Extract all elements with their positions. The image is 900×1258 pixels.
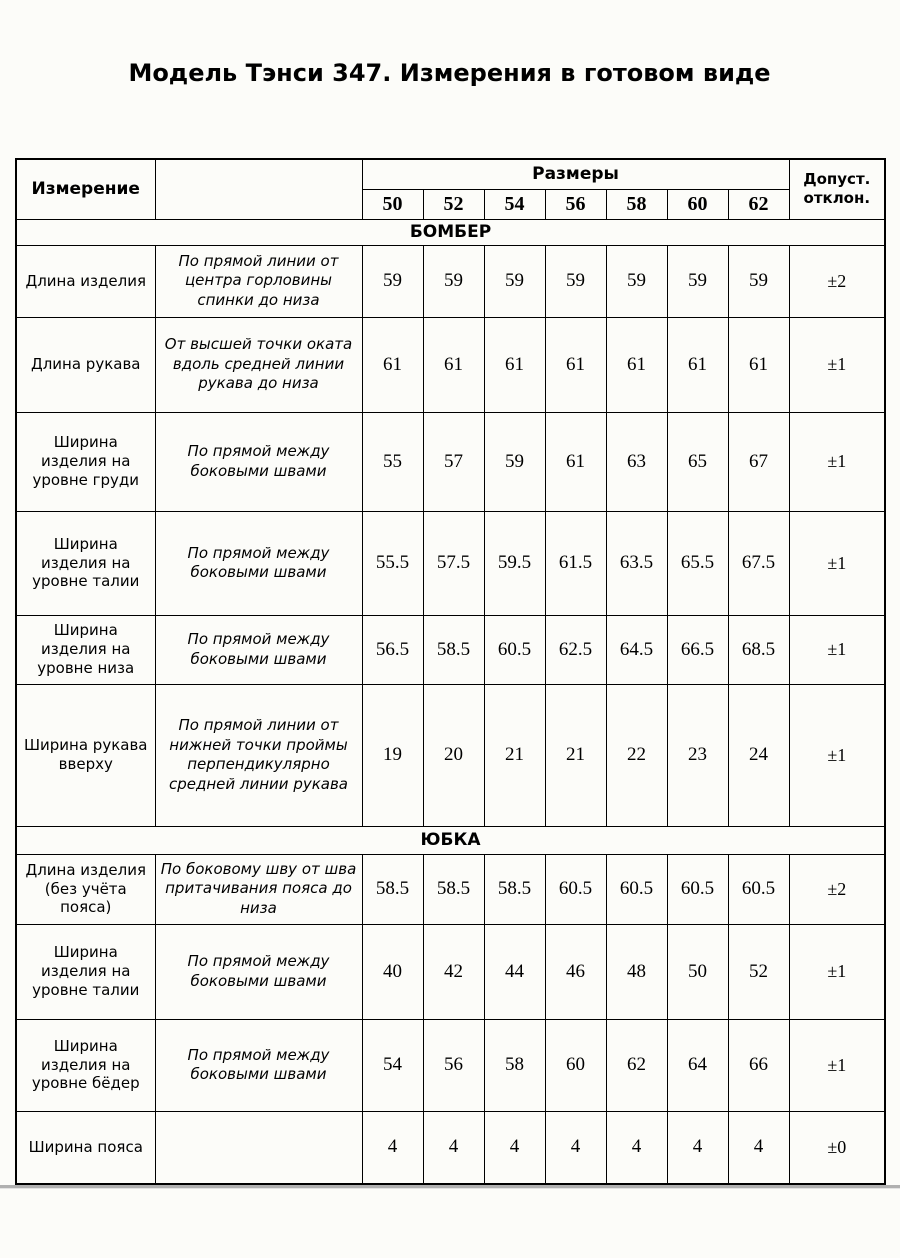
table-row [16, 1111, 885, 1184]
value-cell: 62.5 [545, 615, 606, 684]
value-cell: 63.5 [606, 511, 667, 615]
value-cell: 57 [423, 412, 484, 511]
value-cell: 56.5 [362, 615, 423, 684]
value-cell: 55.5 [362, 511, 423, 615]
value-cell: 21 [484, 684, 545, 826]
value-cell: 68.5 [728, 615, 789, 684]
measurement-name-cell: Ширина изделия на уровне талии [16, 924, 155, 1019]
value-cell: 40 [362, 924, 423, 1019]
value-cell: 48 [606, 924, 667, 1019]
value-cell: 59 [728, 245, 789, 317]
tolerance-cell: ±0 [789, 1111, 885, 1184]
size-header-58: 58 [606, 189, 667, 219]
value-cell: 58.5 [423, 615, 484, 684]
table-row [16, 412, 885, 511]
section-header: ЮБКА [16, 826, 885, 854]
value-cell: 60.5 [545, 854, 606, 924]
value-cell: 20 [423, 684, 484, 826]
tolerance-cell: ±2 [789, 854, 885, 924]
value-cell: 63 [606, 412, 667, 511]
table-row [16, 924, 885, 1019]
value-cell: 4 [362, 1111, 423, 1184]
method-cell: От высшей точки оката вдоль средней линии рукава до низа [155, 317, 362, 412]
value-cell: 21 [545, 684, 606, 826]
tolerance-cell: ±1 [789, 924, 885, 1019]
tolerance-cell: ±1 [789, 1019, 885, 1111]
value-cell: 58.5 [484, 854, 545, 924]
table-row [16, 1019, 885, 1111]
measurement-name-cell: Длина рукава [16, 317, 155, 412]
page-title: Модель Тэнси 347. Измерения в готовом виде [128, 59, 771, 87]
value-cell: 61 [484, 317, 545, 412]
tolerance-cell: ±1 [789, 317, 885, 412]
value-cell: 64.5 [606, 615, 667, 684]
value-cell: 4 [728, 1111, 789, 1184]
value-cell: 67 [728, 412, 789, 511]
value-cell: 59 [545, 245, 606, 317]
measurement-name-cell: Длина изделия [16, 245, 155, 317]
value-cell: 58.5 [362, 854, 423, 924]
method-cell: По прямой линии от нижней точки проймы перпендикулярно средней линии рукава [155, 684, 362, 826]
method-cell: По боковому шву от шва притачивания пояса до низа [155, 854, 362, 924]
value-cell: 60.5 [667, 854, 728, 924]
value-cell: 61 [728, 317, 789, 412]
measurements-table [15, 158, 886, 1185]
measurement-name-cell: Ширина изделия на уровне талии [16, 511, 155, 615]
value-cell: 52 [728, 924, 789, 1019]
value-cell: 59 [423, 245, 484, 317]
table-row [16, 684, 885, 826]
method-cell: По прямой между боковыми швами [155, 924, 362, 1019]
tolerance-cell: ±2 [789, 245, 885, 317]
value-cell: 61.5 [545, 511, 606, 615]
value-cell: 66.5 [667, 615, 728, 684]
method-cell: По прямой между боковыми швами [155, 615, 362, 684]
measurement-name-cell: Ширина изделия на уровне низа [16, 615, 155, 684]
measurement-column-header: Измерение [16, 159, 155, 219]
table-row [16, 511, 885, 615]
measurement-name-cell: Ширина рукава вверху [16, 684, 155, 826]
header-row-1 [16, 159, 885, 189]
value-cell: 64 [667, 1019, 728, 1111]
value-cell: 59 [362, 245, 423, 317]
value-cell: 19 [362, 684, 423, 826]
value-cell: 58 [484, 1019, 545, 1111]
value-cell: 4 [606, 1111, 667, 1184]
value-cell: 60.5 [728, 854, 789, 924]
table-row [16, 854, 885, 924]
measurement-name-cell: Ширина изделия на уровне груди [16, 412, 155, 511]
table-row [16, 245, 885, 317]
section-header: БОМБЕР [16, 219, 885, 245]
tolerance-column-header: Допуст. отклон. [789, 159, 885, 219]
value-cell: 42 [423, 924, 484, 1019]
method-cell [155, 1111, 362, 1184]
value-cell: 23 [667, 684, 728, 826]
page-divider [0, 1185, 900, 1189]
value-cell: 60.5 [484, 615, 545, 684]
value-cell: 62 [606, 1019, 667, 1111]
size-header-60: 60 [667, 189, 728, 219]
method-cell: По прямой между боковыми швами [155, 511, 362, 615]
value-cell: 61 [667, 317, 728, 412]
size-header-50: 50 [362, 189, 423, 219]
value-cell: 54 [362, 1019, 423, 1111]
value-cell: 61 [423, 317, 484, 412]
value-cell: 4 [423, 1111, 484, 1184]
section-band-row [16, 219, 885, 245]
value-cell: 59 [606, 245, 667, 317]
value-cell: 67.5 [728, 511, 789, 615]
method-cell: По прямой между боковыми швами [155, 1019, 362, 1111]
sizes-group-header: Размеры [362, 159, 789, 189]
value-cell: 4 [484, 1111, 545, 1184]
table-row [16, 317, 885, 412]
value-cell: 61 [362, 317, 423, 412]
value-cell: 56 [423, 1019, 484, 1111]
value-cell: 65.5 [667, 511, 728, 615]
measurement-name-cell: Длина изделия (без учёта пояса) [16, 854, 155, 924]
value-cell: 60.5 [606, 854, 667, 924]
size-header-62: 62 [728, 189, 789, 219]
size-header-56: 56 [545, 189, 606, 219]
value-cell: 59.5 [484, 511, 545, 615]
value-cell: 65 [667, 412, 728, 511]
value-cell: 4 [545, 1111, 606, 1184]
method-cell: По прямой между боковыми швами [155, 412, 362, 511]
value-cell: 60 [545, 1019, 606, 1111]
value-cell: 44 [484, 924, 545, 1019]
tolerance-cell: ±1 [789, 412, 885, 511]
value-cell: 22 [606, 684, 667, 826]
value-cell: 55 [362, 412, 423, 511]
value-cell: 59 [484, 412, 545, 511]
method-cell: По прямой линии от центра горловины спинки до низа [155, 245, 362, 317]
value-cell: 61 [545, 317, 606, 412]
value-cell: 59 [484, 245, 545, 317]
value-cell: 46 [545, 924, 606, 1019]
tolerance-cell: ±1 [789, 511, 885, 615]
value-cell: 50 [667, 924, 728, 1019]
tolerance-cell: ±1 [789, 615, 885, 684]
size-header-54: 54 [484, 189, 545, 219]
tolerance-cell: ±1 [789, 684, 885, 826]
value-cell: 58.5 [423, 854, 484, 924]
section-band-row [16, 826, 885, 854]
value-cell: 24 [728, 684, 789, 826]
value-cell: 66 [728, 1019, 789, 1111]
measurement-name-cell: Ширина изделия на уровне бёдер [16, 1019, 155, 1111]
size-header-52: 52 [423, 189, 484, 219]
table-row [16, 615, 885, 684]
value-cell: 59 [667, 245, 728, 317]
value-cell: 61 [545, 412, 606, 511]
value-cell: 57.5 [423, 511, 484, 615]
measurement-name-cell: Ширина пояса [16, 1111, 155, 1184]
value-cell: 4 [667, 1111, 728, 1184]
page [0, 58, 900, 1258]
value-cell: 61 [606, 317, 667, 412]
method-column-header [155, 159, 362, 219]
